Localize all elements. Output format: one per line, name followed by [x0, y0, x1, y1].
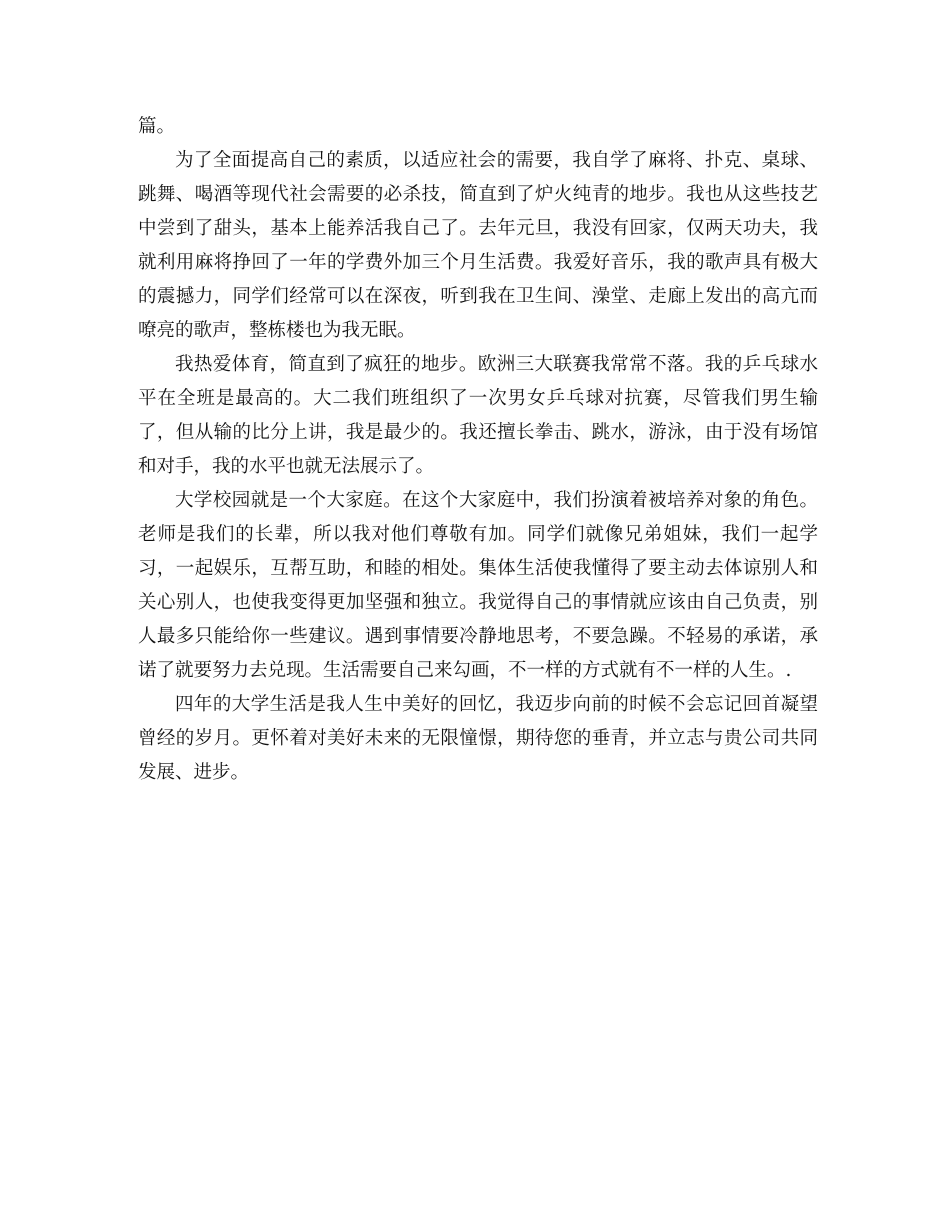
paragraph-continuation: 篇。 [138, 116, 176, 137]
paragraph-conclusion: 四年的大学生活是我人生中美好的回忆，我迈步向前的时候不会忘记回首凝望曾经的岁月。更怀着对美好未来的无限憧憬，期待您的垂青，并立志与贵公司共同发展、进步。 [138, 694, 818, 783]
document-page [138, 110, 818, 790]
paragraph-self-study-skills: 为了全面提高自己的素质，以适应社会的需要，我自学了麻将、扑克、桌球、跳舞、喝酒等现代社会需要的必杀技，简直到了炉火纯青的地步。我也从这些技艺中尝到了甜头，基本上能养活我自己了。去年元旦，我没有回家，仅两天功夫，我就利用麻将挣回了一年的学费外加三个月生活费。我爱好音乐，我的歌声具有极大的震撼力，同学们经常可以在深夜，听到我在卫生间、澡堂、走廊上发出的高亢而嘹亮的歌声，整栋楼也为我无眠。 [138, 150, 818, 341]
paragraph-sports: 我热爱体育，简直到了疯狂的地步。欧洲三大联赛我常常不落。我的乒乓球水平在全班是最高的。大二我们班组织了一次男女乒乓球对抗赛，尽管我们男生输了，但从输的比分上讲，我是最少的。我还擅长拳击、跳水，游泳，由于没有场馆和对手，我的水平也就无法展示了。 [138, 354, 818, 477]
paragraph-campus-family: 大学校园就是一个大家庭。在这个大家庭中，我们扮演着被培养对象的角色。老师是我们的长辈，所以我对他们尊敬有加。同学们就像兄弟姐妹，我们一起学习，一起娱乐，互帮互助，和睦的相处。集体生活使我懂得了要主动去体谅别人和关心别人，也使我变得更加坚强和独立。我觉得自己的事情就应该由自己负责，别人最多只能给你一些建议。遇到事情要冷静地思考，不要急躁。不轻易的承诺，承诺了就要努力去兑现。生活需要自己来勾画，不一样的方式就有不一样的人生。. [138, 490, 818, 681]
